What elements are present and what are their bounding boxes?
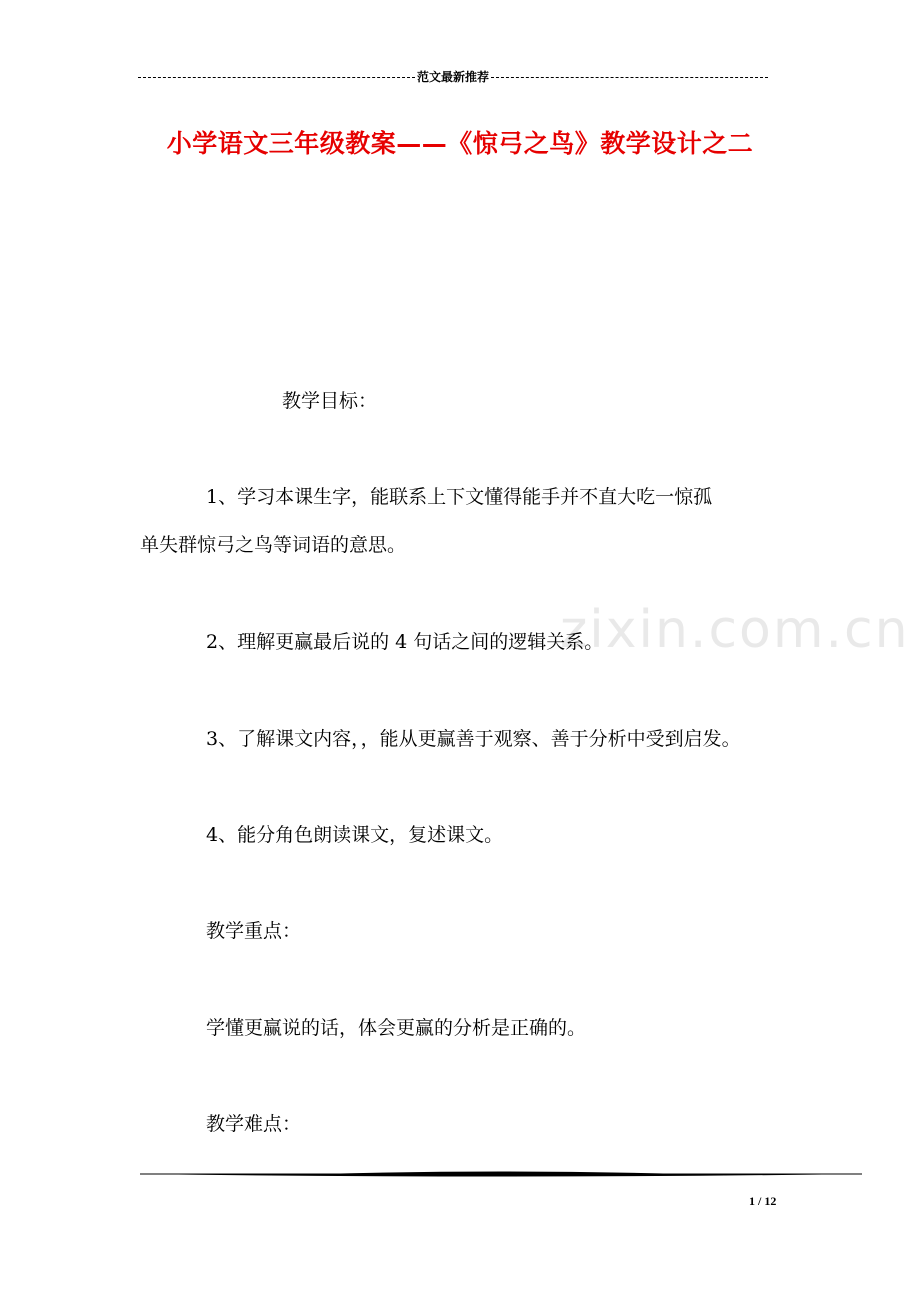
page-number: 1 / 12 — [749, 1194, 777, 1208]
difficulty-heading: 教学难点： — [206, 1113, 302, 1135]
header-label: 范文最新推荐 — [417, 70, 490, 84]
page-header — [138, 68, 768, 85]
goal-1-line-2: 单失群惊弓之鸟等词语的意思。 — [140, 534, 407, 556]
key-points-heading: 教学重点： — [206, 920, 302, 942]
goals-heading: 教学目标： — [282, 390, 378, 412]
goal-2: 2、理解更赢最后说的 4 句话之间的逻辑关系。 — [206, 631, 604, 653]
key-points-text: 学懂更赢说的话，体会更赢的分析是正确的。 — [206, 1017, 587, 1039]
goal-3: 3、了解课文内容，，能从更赢善于观察、善于分析中受到启发。 — [206, 728, 741, 750]
footer-rule — [140, 1170, 862, 1178]
header-dash-left — [138, 77, 415, 78]
document-title: 小学语文三年级教案——《惊弓之鸟》教学设计之二 — [166, 129, 754, 158]
header-dash-right — [491, 77, 768, 78]
goal-4: 4、能分角色朗读课文，复述课文。 — [206, 824, 504, 846]
goal-1-line-1: 1、学习本课生字，能联系上下文懂得能手并不直大吃一惊孤 — [206, 486, 713, 508]
watermark: zixin.com.cn — [560, 600, 910, 660]
